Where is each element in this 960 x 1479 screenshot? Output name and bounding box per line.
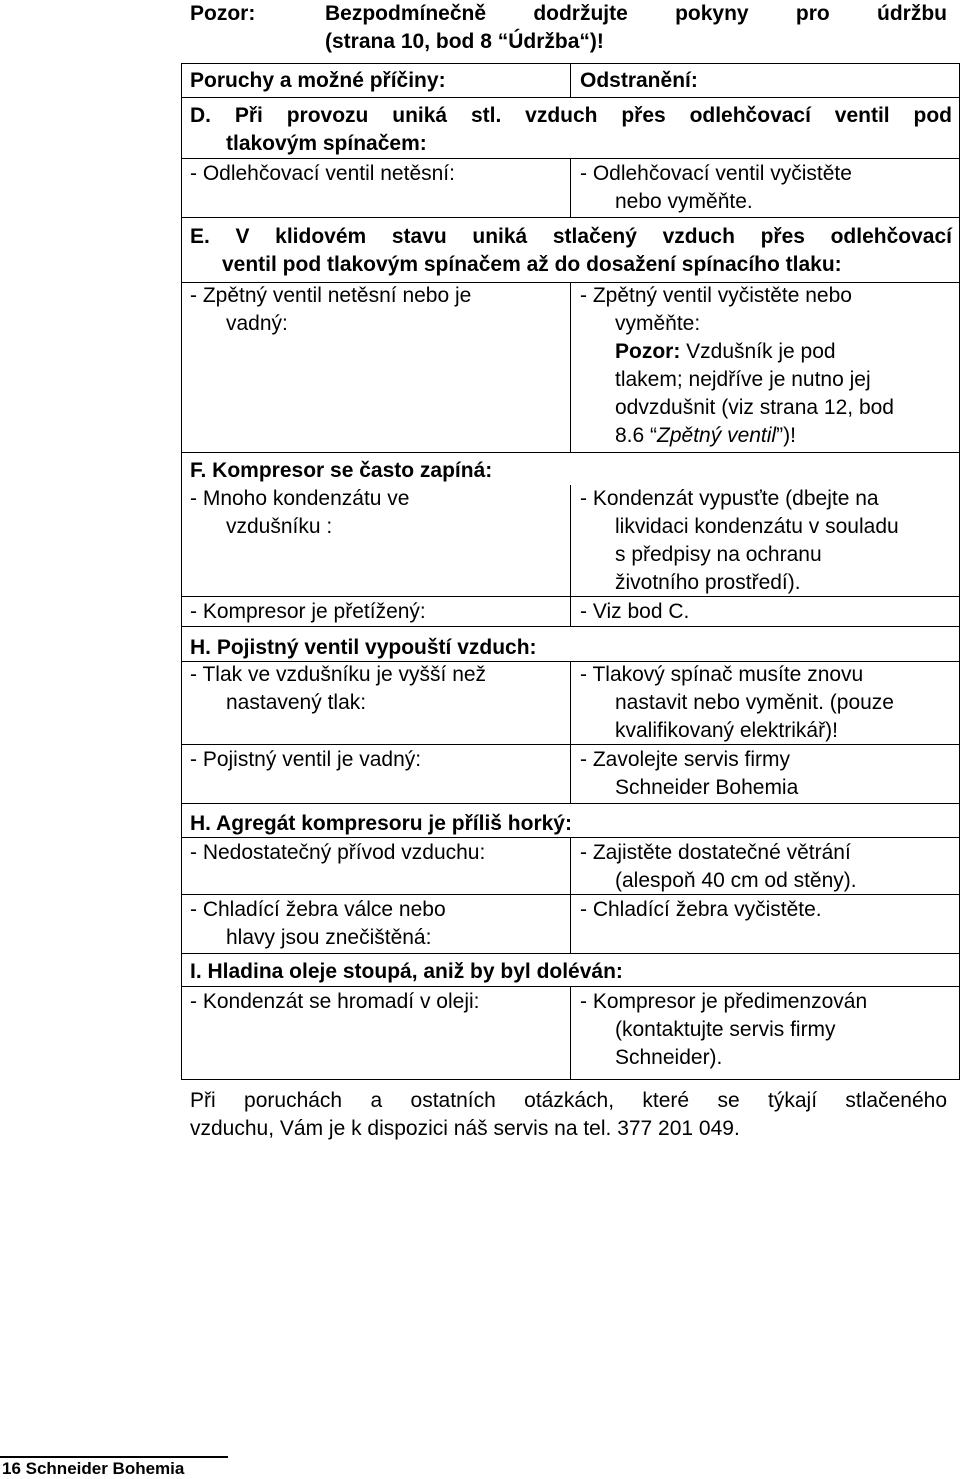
section-f-row1-border	[182, 596, 960, 597]
section-h1-row1-cause-line2: nastavený tlak:	[226, 691, 367, 714]
footer-note-line1: Při poruchách a ostatních otázkách, které se týkají stlačeného	[190, 1089, 947, 1112]
section-e-note-line2: tlakem; nejdříve je nutno jej	[615, 368, 871, 391]
section-e-remedy-line1: - Zpětný ventil vyčistěte nebo	[580, 284, 852, 307]
section-i-row1-col-divider	[570, 986, 571, 1080]
section-d-col-divider	[570, 158, 571, 218]
section-f-row1-cause-line2: vzdušníku :	[226, 515, 333, 538]
section-h2-heading: H. Agregát kompresoru je příliš horký:	[190, 812, 572, 835]
section-e-note-text: Vzdušník je pod	[680, 340, 836, 363]
section-h2-row1-cause: - Nedostatečný přívod vzduchu:	[190, 841, 486, 864]
section-h2-row1-col-divider	[570, 837, 571, 895]
page-footer-rule	[0, 1456, 228, 1458]
footer-note-line2: vzduchu, Vám je k dispozici náš servis na tel. 377 201 049.	[190, 1117, 740, 1140]
section-h2-row2-cause-line1: - Chladící žebra válce nebo	[190, 898, 446, 921]
section-e-note-post: ”)!	[776, 424, 796, 447]
section-e-note-ital: Zpětný ventil	[657, 424, 777, 447]
section-d-heading-line2: tlakovým spínačem:	[226, 132, 427, 155]
section-h2-heading-border	[182, 837, 960, 838]
section-e-note-line3: odvzdušnit (viz strana 12, bod	[615, 396, 894, 419]
section-i-row1-cause: - Kondenzát se hromadí v oleji:	[190, 990, 480, 1013]
section-f-row2-col-divider	[570, 596, 571, 627]
section-d-remedy-line1: - Odlehčovací ventil vyčistěte	[580, 162, 852, 185]
section-f-row1-remedy-line1: - Kondenzát vypusťte (dbejte na	[580, 487, 879, 510]
section-e-cause-line2: vadný:	[226, 312, 288, 335]
section-h1-row1-remedy-line3: kvalifikovaný elektrikář)!	[615, 719, 838, 742]
section-f-border	[182, 626, 960, 627]
section-f-row1-remedy-line3: s předpisy na ochranu	[615, 543, 822, 566]
section-f-row1-remedy-line4: životního prostředí).	[615, 571, 801, 594]
section-e-note-label: Pozor:	[615, 340, 681, 363]
section-d-border	[182, 217, 960, 218]
section-f-row1-col-divider	[570, 485, 571, 597]
header-col-divider	[570, 63, 571, 98]
section-d-heading-border	[182, 158, 960, 159]
section-h2-row1-remedy-line2: (alespoň 40 cm od stěny).	[615, 869, 857, 892]
section-f-row2-remedy: - Viz bod C.	[580, 600, 690, 623]
header-faults: Poruchy a možné příčiny:	[190, 69, 446, 92]
warning-text-line2: (strana 10, bod 8 “Údržba“)!	[325, 30, 604, 53]
section-e-heading-line1: E. V klidovém stavu uniká stlačený vzduch přes odlehčovací	[190, 225, 952, 248]
section-i-heading-border	[182, 986, 960, 987]
section-h2-row2-remedy: - Chladící žebra vyčistěte.	[580, 898, 822, 921]
section-h1-heading: H. Pojistný ventil vypouští vzduch:	[190, 636, 537, 659]
section-h1-row1-col-divider	[570, 661, 571, 745]
section-h1-row2-remedy-line2: Schneider Bohemia	[615, 776, 799, 799]
section-e-border	[182, 452, 960, 453]
section-e-heading-line2: ventil pod tlakovým spínačem až do dosažení spínacího tlaku:	[222, 253, 842, 276]
table-bottom-border	[182, 1079, 960, 1080]
section-h1-row1-cause-line1: - Tlak ve vzdušníku je vyšší než	[190, 663, 487, 686]
section-d-remedy-line2: nebo vyměňte.	[615, 190, 753, 213]
section-i-row1-remedy-line2: (kontaktujte servis firmy	[615, 1018, 836, 1041]
section-h2-border	[182, 953, 960, 954]
section-d-cause: - Odlehčovací ventil netěsní:	[190, 162, 455, 185]
section-h1-row1-remedy-line2: nastavit nebo vyměnit. (pouze	[615, 691, 894, 714]
section-h1-row1-border	[182, 744, 960, 745]
section-e-note-line4	[615, 422, 796, 450]
section-i-row1-remedy-line3: Schneider).	[615, 1046, 723, 1069]
header-row-border	[182, 97, 960, 98]
section-h1-row2-cause: - Pojistný ventil je vadný:	[190, 748, 422, 771]
section-e-col-divider	[570, 282, 571, 453]
section-f-row1-cause-line1: - Mnoho kondenzátu ve	[190, 487, 410, 510]
section-h2-row2-col-divider	[570, 894, 571, 954]
section-d-heading-line1: D. Při provozu uniká stl. vzduch přes odlehčovací ventil pod	[190, 104, 952, 127]
section-i-heading: I. Hladina oleje stoupá, aniž by byl doléván:	[190, 960, 623, 983]
section-h1-row2-col-divider	[570, 744, 571, 804]
section-f-row1-remedy-line2: likvidaci kondenzátu v souladu	[615, 515, 899, 538]
table-top-border	[182, 63, 960, 64]
section-e-note-line1	[615, 338, 836, 366]
section-h1-row1-remedy-line1: - Tlakový spínač musíte znovu	[580, 663, 864, 686]
section-f-heading: F. Kompresor se často zapíná:	[190, 459, 493, 482]
section-h1-border	[182, 803, 960, 804]
section-h1-row2-remedy-line1: - Zavolejte servis firmy	[580, 748, 791, 771]
section-f-row2-cause: - Kompresor je přetížený:	[190, 600, 426, 623]
table-left-border	[181, 63, 182, 1080]
section-h2-row1-border	[182, 894, 960, 895]
section-e-cause-line1: - Zpětný ventil netěsní nebo je	[190, 284, 472, 307]
warning-text-line1: Bezpodmínečně dodržujte pokyny pro údržbu	[325, 2, 947, 25]
section-h2-row2-cause-line2: hlavy jsou znečištěná:	[226, 926, 432, 949]
page-footer-text: 16 Schneider Bohemia	[2, 1459, 185, 1478]
warning-label: Pozor:	[190, 2, 256, 25]
header-remedy: Odstranění:	[580, 69, 698, 92]
section-i-row1-remedy-line1: - Kompresor je předimenzován	[580, 990, 868, 1013]
section-e-remedy-line2: vyměňte:	[615, 312, 701, 335]
section-e-note-pre: 8.6 “	[615, 424, 658, 447]
section-h2-row1-remedy-line1: - Zajistěte dostatečné větrání	[580, 841, 851, 864]
